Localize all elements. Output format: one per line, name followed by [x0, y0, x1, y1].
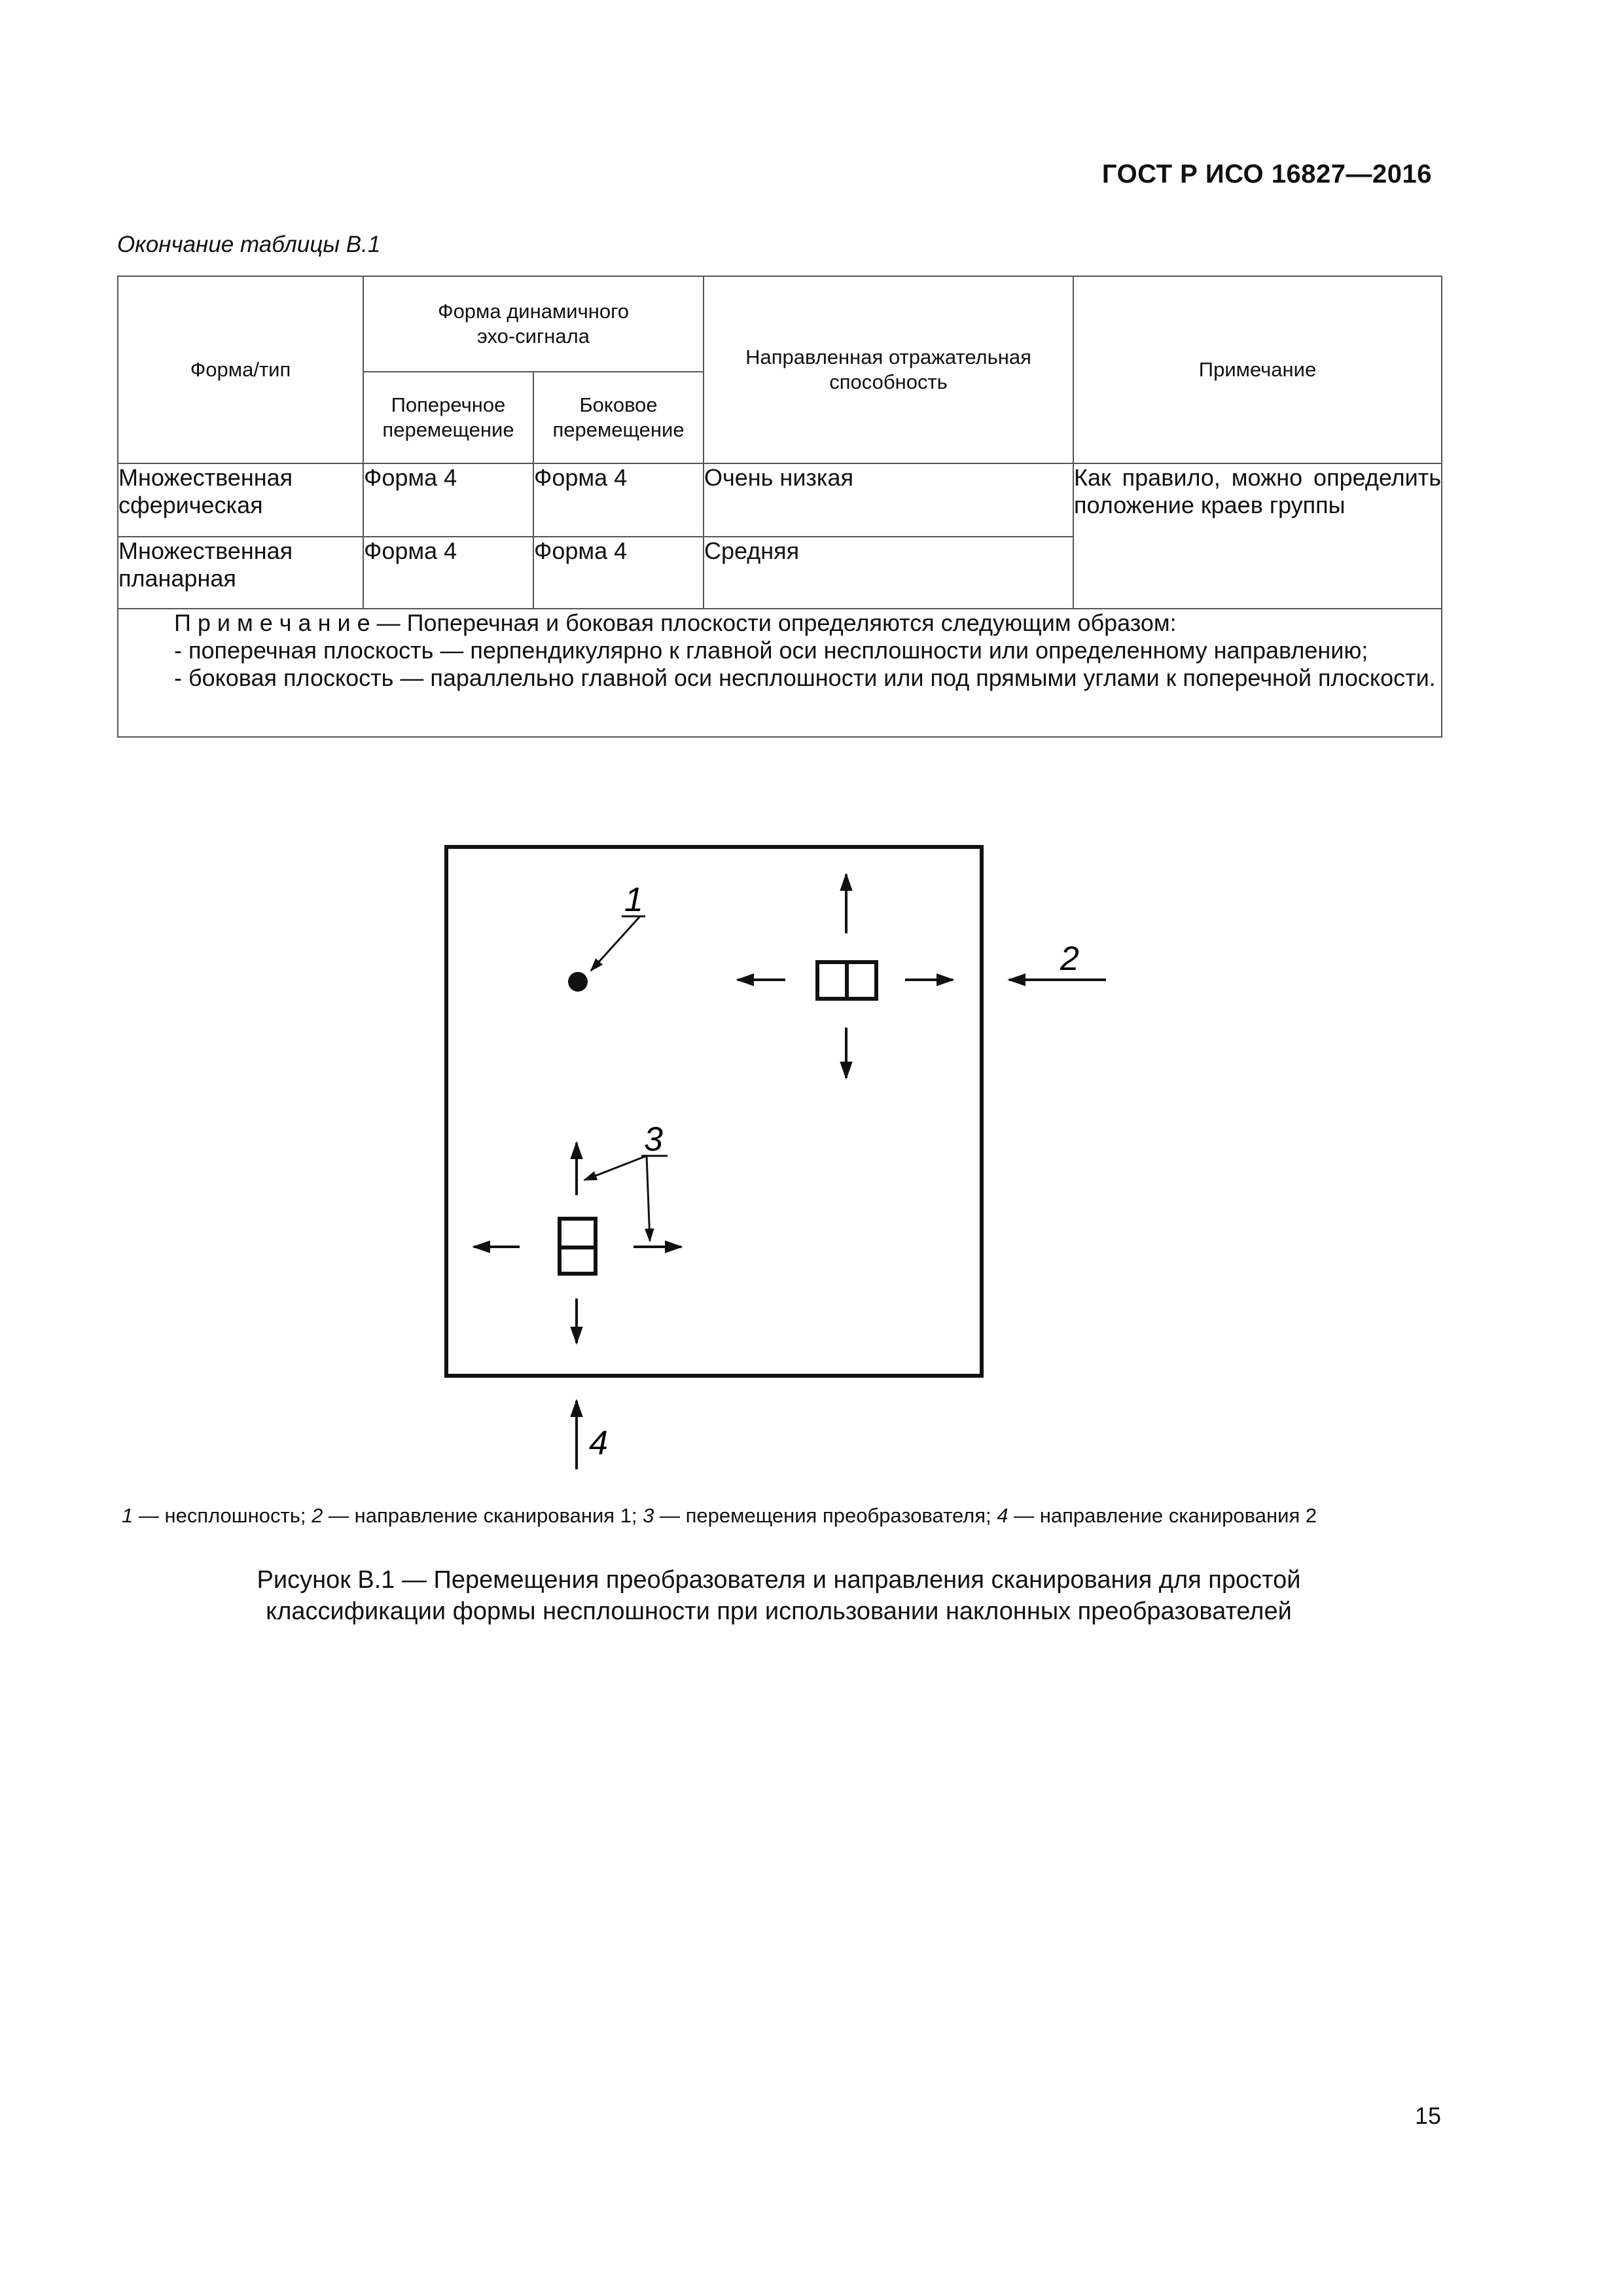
leader-line-3a	[584, 1156, 647, 1180]
cell-transverse: Форма 4	[363, 463, 533, 537]
cell-lateral: Форма 4	[533, 463, 704, 537]
figure-title: Рисунок В.1 — Перемещения преобразователя и направления сканирования для простой классификации формы несплошности при использовании наклонных преобразователей	[257, 1566, 1301, 1625]
cell-lateral: Форма 4	[533, 537, 704, 609]
header-transverse: Поперечное перемещение	[363, 372, 533, 463]
header-reflectivity: Направленная отражательная способность	[704, 276, 1073, 463]
footnote-item: - поперечная плоскость — перпендикулярно к главной оси несплошности или определенному направлению;	[174, 637, 1368, 664]
header-dynamic-echo: Форма динамичного эхо-сигнала	[363, 276, 704, 372]
leader-line-3b	[647, 1156, 650, 1241]
cell-merged-note: Как правило, можно определить положение краев группы	[1073, 463, 1442, 609]
discontinuity-dot	[568, 972, 588, 992]
footnote-lead: П р и м е ч а н и е — Поперечная и боковая плоскости определяются следующим образом:	[174, 609, 1177, 636]
label-4: 4	[589, 1424, 608, 1462]
footnote-item: - боковая плоскость — параллельно главной оси несплошности или под прямыми углами к поперечной плоскости.	[174, 664, 1436, 691]
cell-transverse: Форма 4	[363, 537, 533, 609]
page-number: 15	[1414, 2102, 1441, 2129]
label-1: 1	[624, 881, 643, 919]
header-note: Примечание	[1073, 276, 1442, 463]
scan-area-frame	[446, 847, 982, 1376]
header-lateral: Боковое перемещение	[533, 372, 704, 463]
leader-line-1	[591, 916, 640, 971]
header-form-type: Форма/тип	[118, 276, 363, 463]
label-2: 2	[1060, 940, 1079, 978]
figure-legend: 1 — несплошность; 2 — направление сканирования 1; 3 — перемещения преобразователя; 4 — направление сканирования 2	[122, 1504, 1317, 1527]
label-3: 3	[644, 1121, 663, 1158]
standard-code: ГОСТ Р ИСО 16827—2016	[1101, 160, 1432, 188]
cell-form-type: Множественная планарная	[118, 537, 363, 609]
cell-form-type: Множественная сферическая	[118, 463, 363, 537]
cell-reflectivity: Очень низкая	[704, 463, 1073, 537]
table-caption: Окончание таблицы В.1	[117, 232, 381, 257]
cell-reflectivity: Средняя	[704, 537, 1073, 609]
